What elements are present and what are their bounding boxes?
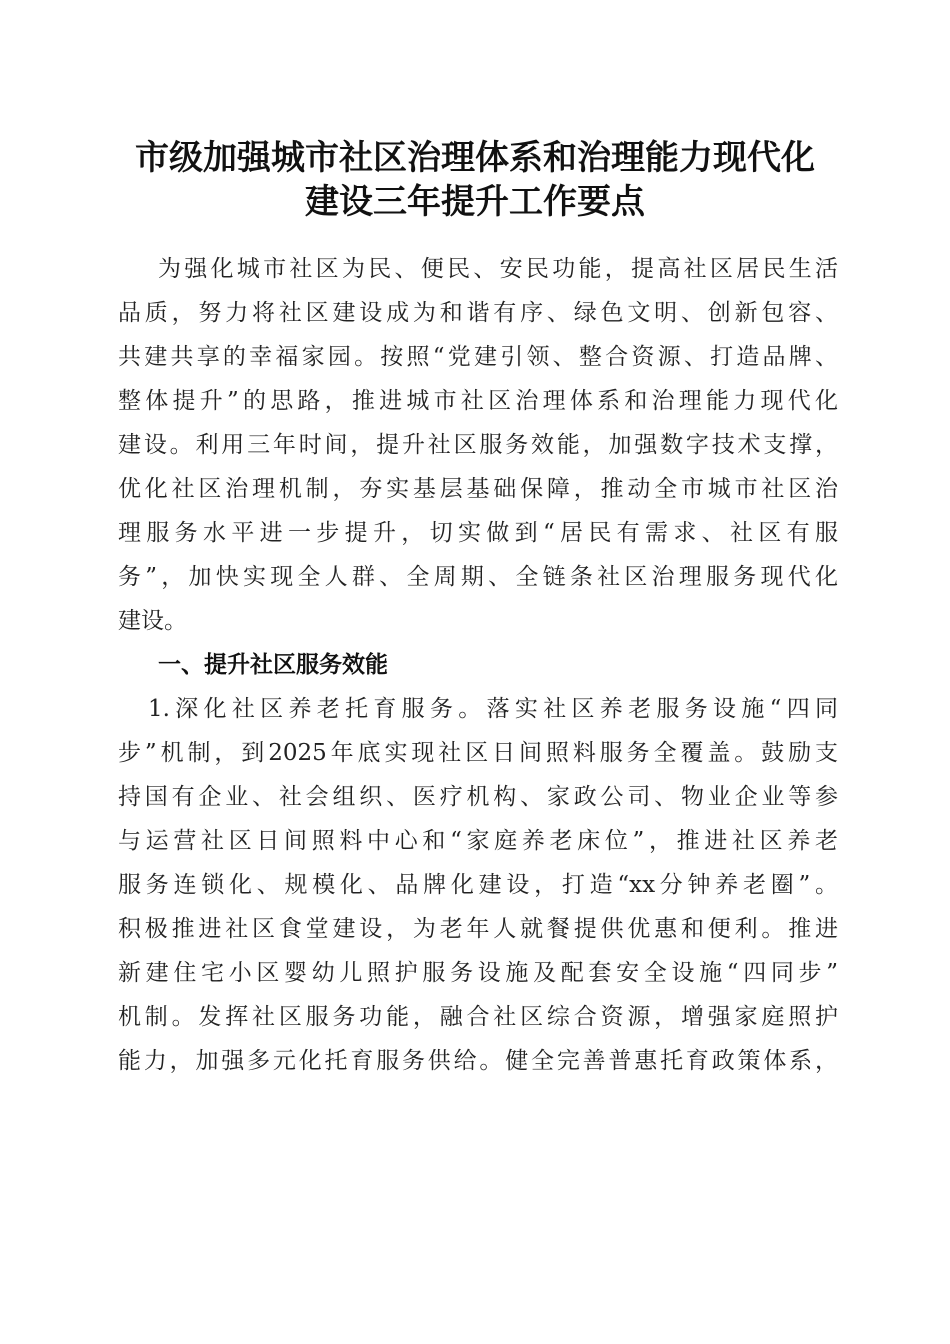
- paragraph-1-line-5: 建设。利用三年时间，提升社区服务效能，加强数字技术支撑，: [118, 432, 838, 458]
- title-line-2: 建设三年提升工作要点: [305, 182, 645, 222]
- paragraph-2-line-7: 新建住宅小区婴幼儿照护服务设施及配套安全设施“四同步”: [118, 960, 838, 986]
- paragraph-1-line-4: 整体提升”的思路，推进城市社区治理体系和治理能力现代化: [118, 388, 838, 414]
- paragraph-1-line-9: 建设。: [118, 608, 187, 634]
- paragraph-1-line-3: 共建共享的幸福家园。按照“党建引领、整合资源、打造品牌、: [118, 344, 838, 370]
- paragraph-2-line-6: 积极推进社区食堂建设，为老年人就餐提供优惠和便利。推进: [118, 916, 838, 942]
- paragraph-2-line-3: 持国有企业、社会组织、医疗机构、家政公司、物业企业等参: [118, 784, 838, 810]
- paragraph-1-line-7: 理服务水平进一步提升，切实做到“居民有需求、社区有服: [118, 520, 838, 546]
- paragraph-1-line-8: 务”，加快实现全人群、全周期、全链条社区治理服务现代化: [118, 564, 838, 590]
- paragraph-2-line-2: 步”机制，到2025年底实现社区日间照料服务全覆盖。鼓励支: [118, 740, 838, 766]
- paragraph-1-line-2: 品质，努力将社区建设成为和谐有序、绿色文明、创新包容、: [118, 300, 838, 326]
- paragraph-2-line-5: 服务连锁化、规模化、品牌化建设，打造“xx分钟养老圈”。: [118, 872, 838, 898]
- section-heading: 一、提升社区服务效能: [158, 652, 388, 678]
- paragraph-1-line-1: 为强化城市社区为民、便民、安民功能，提高社区居民生活: [158, 256, 838, 282]
- paragraph-2-line-4: 与运营社区日间照料中心和“家庭养老床位”，推进社区养老: [118, 828, 838, 854]
- paragraph-2-line-9: 能力，加强多元化托育服务供给。健全完善普惠托育政策体系，: [118, 1048, 838, 1074]
- paragraph-2-line-1: 1.深化社区养老托育服务。落实社区养老服务设施“四同: [148, 696, 838, 722]
- title-line-1: 市级加强城市社区治理体系和治理能力现代化: [135, 138, 815, 178]
- paragraph-2-line-8: 机制。发挥社区服务功能，融合社区综合资源，增强家庭照护: [118, 1004, 838, 1030]
- paragraph-1-line-6: 优化社区治理机制，夯实基层基础保障，推动全市城市社区治: [118, 476, 838, 502]
- document-title: [100, 136, 850, 224]
